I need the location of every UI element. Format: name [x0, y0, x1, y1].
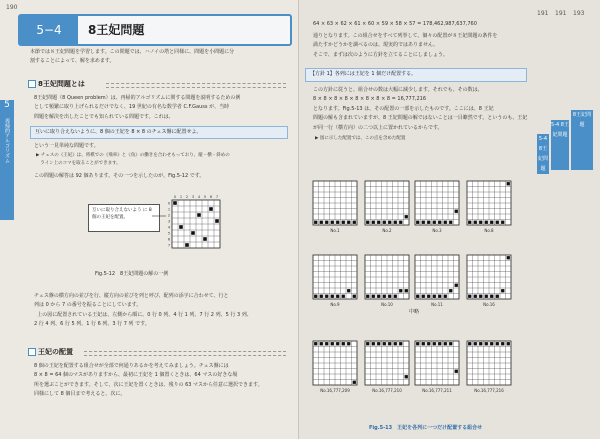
queen-piece	[479, 221, 482, 224]
queen-piece	[433, 295, 436, 298]
queen-piece	[438, 295, 441, 298]
queen-piece	[449, 221, 452, 224]
queen-piece	[366, 342, 369, 345]
board-label: No.16	[483, 302, 495, 307]
queen-piece	[416, 342, 419, 345]
queen-piece	[185, 243, 189, 247]
queen-piece	[320, 295, 323, 298]
queen-piece	[496, 295, 499, 298]
queen-piece	[501, 289, 504, 292]
row-index: 4	[167, 225, 171, 230]
queen-piece	[383, 295, 386, 298]
column-index: 6	[209, 195, 213, 199]
placement-board	[363, 340, 411, 394]
placement-board	[465, 254, 513, 308]
queen-piece	[444, 221, 447, 224]
row-index: 3	[167, 219, 171, 224]
queen-piece	[438, 342, 441, 345]
right-page	[299, 0, 600, 439]
ellipsis-label: 中略	[409, 309, 420, 315]
placement-board	[363, 180, 411, 234]
queen-piece	[455, 284, 458, 287]
section-rule	[84, 351, 286, 356]
queen-piece	[427, 221, 430, 224]
queen-piece	[353, 381, 356, 384]
pointer-line	[152, 212, 166, 220]
queen-piece	[455, 210, 458, 213]
queen-piece	[372, 221, 375, 224]
caption-text: Fig.5-13 王妃を各列に一つだけ配置する組合せ	[369, 425, 483, 431]
queen-piece	[203, 237, 207, 241]
column-index: 7	[215, 195, 219, 199]
row-index: 5	[167, 231, 171, 236]
queen-piece	[474, 342, 477, 345]
paragraph: チェス盤の横方向の並びを行、縦方向の並びを列と呼び、配列の添字に合わせて、行と 列は 0 から 7 の番号を振ることにしています。 上の図に配置されている王妃は、左側から順に、0 行 0 列、4 行 1 列、7 行 2 列、5 行 3 列、 2 行 4 列、6 行 5 列、1 行 6 列、3 行 7 列 です。	[34, 293, 252, 328]
queen-piece	[336, 342, 339, 345]
queen-piece	[325, 221, 328, 224]
queen-piece	[179, 225, 183, 229]
queen-piece	[485, 342, 488, 345]
queen-piece	[455, 370, 458, 373]
queen-piece	[474, 221, 477, 224]
queen-piece	[416, 295, 419, 298]
board-label: No.3	[432, 228, 442, 233]
queen-piece	[501, 342, 504, 345]
queen-piece	[422, 221, 425, 224]
queen-piece	[449, 289, 452, 292]
queen-piece	[479, 342, 482, 345]
board-label: No.16,777,211	[422, 388, 452, 393]
chapter-number: 5−4	[20, 16, 78, 44]
queen-piece	[353, 221, 356, 224]
paragraph: という一見単純な問題です。	[34, 143, 99, 149]
queen-piece	[433, 342, 436, 345]
queen-piece	[496, 342, 499, 345]
queen-piece	[347, 221, 350, 224]
board-label: No.8	[484, 228, 494, 233]
queen-piece	[209, 207, 213, 211]
column-index: 1	[179, 195, 183, 199]
board-label: No.16,777,209	[320, 388, 350, 393]
queen-piece	[215, 219, 219, 223]
board-label: No.9	[330, 302, 340, 307]
queen-piece	[468, 342, 471, 345]
paragraph: 通りとなります。この組合せをすべて列挙して、個々の配置が８王妃問題の条件を 満たすかどうかを調べるのは、現実的ではありません。 そこで、まずは次のように方針を立てることにしましょう。	[313, 33, 498, 58]
queen-piece	[347, 342, 350, 345]
queen-piece	[191, 231, 195, 235]
section-heading	[28, 78, 286, 90]
queen-piece	[507, 342, 510, 345]
queen-piece	[394, 342, 397, 345]
section-square-icon	[28, 348, 36, 356]
queen-piece	[366, 221, 369, 224]
board-label: No.1	[330, 228, 340, 233]
queen-piece	[342, 295, 345, 298]
paragraph: 8王妃問題（8 Queen problem）は、再帰的アルゴリズムに関する問題を説明するための例 として頻繁に取り上げられるだけでなく、19 世紀の有名な数学者 C.F.Gauss が、当時 問題を解決を出したことでも知られている問題です。これは、	[34, 95, 241, 120]
formula: 64 × 63 × 62 × 61 × 60 × 59 × 58 × 57 = 178,462,987,637,760	[313, 21, 477, 27]
figure-caption	[369, 424, 482, 431]
queen-piece	[507, 256, 510, 259]
section-rule	[106, 83, 286, 88]
tab-label: 5-4 8王妃問題	[537, 136, 548, 172]
queen-piece	[383, 221, 386, 224]
queen-piece	[314, 295, 317, 298]
queen-piece	[474, 295, 477, 298]
row-index: 1	[167, 207, 171, 212]
paragraph: この問題の解答は 92 個あります。その一つを示したのが、Fig.5-12 です。	[34, 173, 205, 179]
board-label: No.16,777,210	[372, 388, 402, 393]
queen-piece	[372, 295, 375, 298]
placement-board	[363, 254, 411, 308]
queen-piece	[490, 221, 493, 224]
side-tab-label: 再帰的アルゴリズム	[4, 118, 10, 163]
bullet-note: ▶ チェスの《王妃》は、将棋での《飛車》と《角》の働きを合わせもっており、縦・横・斜めの ライン上のコマを取ることができます。	[36, 153, 230, 166]
queen-piece	[399, 221, 402, 224]
board-label: No.2	[382, 228, 392, 233]
boards-figure	[299, 0, 600, 439]
placement-board	[413, 180, 461, 234]
queen-piece	[336, 295, 339, 298]
row-index: 7	[167, 243, 171, 248]
page-number: 191	[537, 10, 549, 17]
queen-piece	[485, 295, 488, 298]
queen-piece	[197, 213, 201, 217]
queen-piece	[336, 221, 339, 224]
queen-piece	[366, 295, 369, 298]
left-page	[0, 0, 299, 439]
queen-piece	[485, 221, 488, 224]
queen-piece	[422, 295, 425, 298]
queen-piece	[422, 342, 425, 345]
problem-statement: 互いに取り合えないように、8 個の王妃を 8 × 8 のチェス盤に配置せよ。	[30, 126, 288, 139]
board-label: No.11	[431, 302, 443, 307]
queen-piece	[347, 289, 350, 292]
column-index: 2	[185, 195, 189, 199]
tab-label: 5-4 8王妃問題	[551, 122, 569, 138]
queen-piece	[383, 342, 386, 345]
placement-board	[465, 180, 513, 234]
queen-piece	[388, 342, 391, 345]
queen-piece	[377, 295, 380, 298]
queen-piece	[507, 182, 510, 185]
queen-piece	[416, 221, 419, 224]
queen-piece	[490, 342, 493, 345]
chess-board	[166, 192, 222, 252]
page-number: 191	[555, 10, 567, 17]
section-heading	[28, 346, 286, 358]
chapter-header	[18, 14, 292, 46]
queen-piece	[433, 221, 436, 224]
queen-piece	[320, 221, 323, 224]
figure-note: 互いに取り合えないよう に 8 個の王妃を配置。	[88, 204, 160, 232]
page-number: 190	[6, 4, 18, 11]
queen-piece	[496, 221, 499, 224]
queen-piece	[342, 342, 345, 345]
queen-piece	[468, 221, 471, 224]
queen-piece	[468, 295, 471, 298]
queen-piece	[331, 295, 334, 298]
queen-piece	[388, 221, 391, 224]
section-title: 8王妃問題とは	[38, 80, 85, 88]
row-index: 6	[167, 237, 171, 242]
queen-piece	[331, 221, 334, 224]
queen-piece	[320, 342, 323, 345]
queen-piece	[377, 342, 380, 345]
placement-board	[465, 340, 513, 394]
caption-text: Fig.5-12 8王妃問題の解の一例	[95, 271, 169, 277]
queen-piece	[314, 342, 317, 345]
placement-board	[311, 254, 359, 308]
queen-piece	[353, 295, 356, 298]
placement-board	[311, 340, 359, 394]
tab-label: 8王妃問題	[572, 112, 592, 128]
board-label: No.16,777,216	[474, 388, 504, 393]
queen-piece	[479, 295, 482, 298]
queen-piece	[399, 342, 402, 345]
queen-piece	[372, 342, 375, 345]
bullet-note: ▶ 図に示した配置では、この点を含めた配置	[315, 136, 406, 141]
queen-piece	[438, 221, 441, 224]
placement-board	[311, 180, 359, 234]
queen-piece	[501, 221, 504, 224]
queen-piece	[331, 342, 334, 345]
section-square-icon	[28, 80, 36, 88]
queen-piece	[399, 289, 402, 292]
page-number: 193	[573, 10, 585, 17]
queen-piece	[405, 215, 408, 218]
side-tab-number: 5	[4, 100, 10, 110]
figure-caption	[95, 270, 168, 277]
queen-piece	[394, 221, 397, 224]
placement-board	[413, 254, 461, 308]
board-label: No.10	[381, 302, 393, 307]
queen-piece	[449, 342, 452, 345]
row-index: 0	[167, 201, 171, 206]
intro-text: 本節では８王妃問題を学習します。この問題では、ハノイの塔と同様に、問題を小問題に分 割することによって、解を求めます。	[30, 49, 235, 65]
queen-piece	[394, 295, 397, 298]
chapter-title: 8王妃問題	[88, 23, 145, 37]
queen-piece	[325, 295, 328, 298]
column-index: 5	[203, 195, 207, 199]
queen-piece	[314, 221, 317, 224]
section-title: 王妃の配置	[38, 348, 73, 356]
queen-piece	[388, 295, 391, 298]
queen-piece	[173, 201, 177, 205]
queen-piece	[427, 295, 430, 298]
queen-piece	[342, 221, 345, 224]
column-index: 0	[173, 195, 177, 199]
paragraph: 8 個の王妃を配置する組合せが全部で何通りあるかを考えてみましょう。チェス盤には 8 × 8 = 64 個のマスがありますから、最初に王妃を 1 個置くときは、64 マスの好きな場 所を選ぶことができます。そして、次に王妃を置くときは、残りの 63 マスから任意に選択できます。 同様にして 8 個目まで考えると、次に。	[34, 363, 263, 398]
queen-piece	[405, 375, 408, 378]
policy-box: 【方針 1】各列には王妃を 1 個だけ配置する。	[305, 68, 527, 82]
queen-piece	[325, 342, 328, 345]
column-index: 3	[191, 195, 195, 199]
queen-piece	[427, 342, 430, 345]
queen-piece	[405, 289, 408, 292]
queen-piece	[444, 295, 447, 298]
column-index: 4	[197, 195, 201, 199]
queen-piece	[444, 342, 447, 345]
queen-piece	[377, 221, 380, 224]
queen-piece	[490, 295, 493, 298]
placement-board	[413, 340, 461, 394]
row-index: 2	[167, 213, 171, 218]
paragraph: この方針に従うと、組合せの数は大幅に減少します。それでも、その数は、 8 × 8 × 8 × 8 × 8 × 8 × 8 × 8 = 16,777,216 となります。Fig.5-13 は、その配置の一部を示したものです。ここには、8 王妃 問題の解も含まれていますが、8 王妃問題の解ではないことは一目瞭然です。というのも、王妃 が同一行（横方向）の二つ以上に置かれているからです。	[313, 87, 528, 131]
